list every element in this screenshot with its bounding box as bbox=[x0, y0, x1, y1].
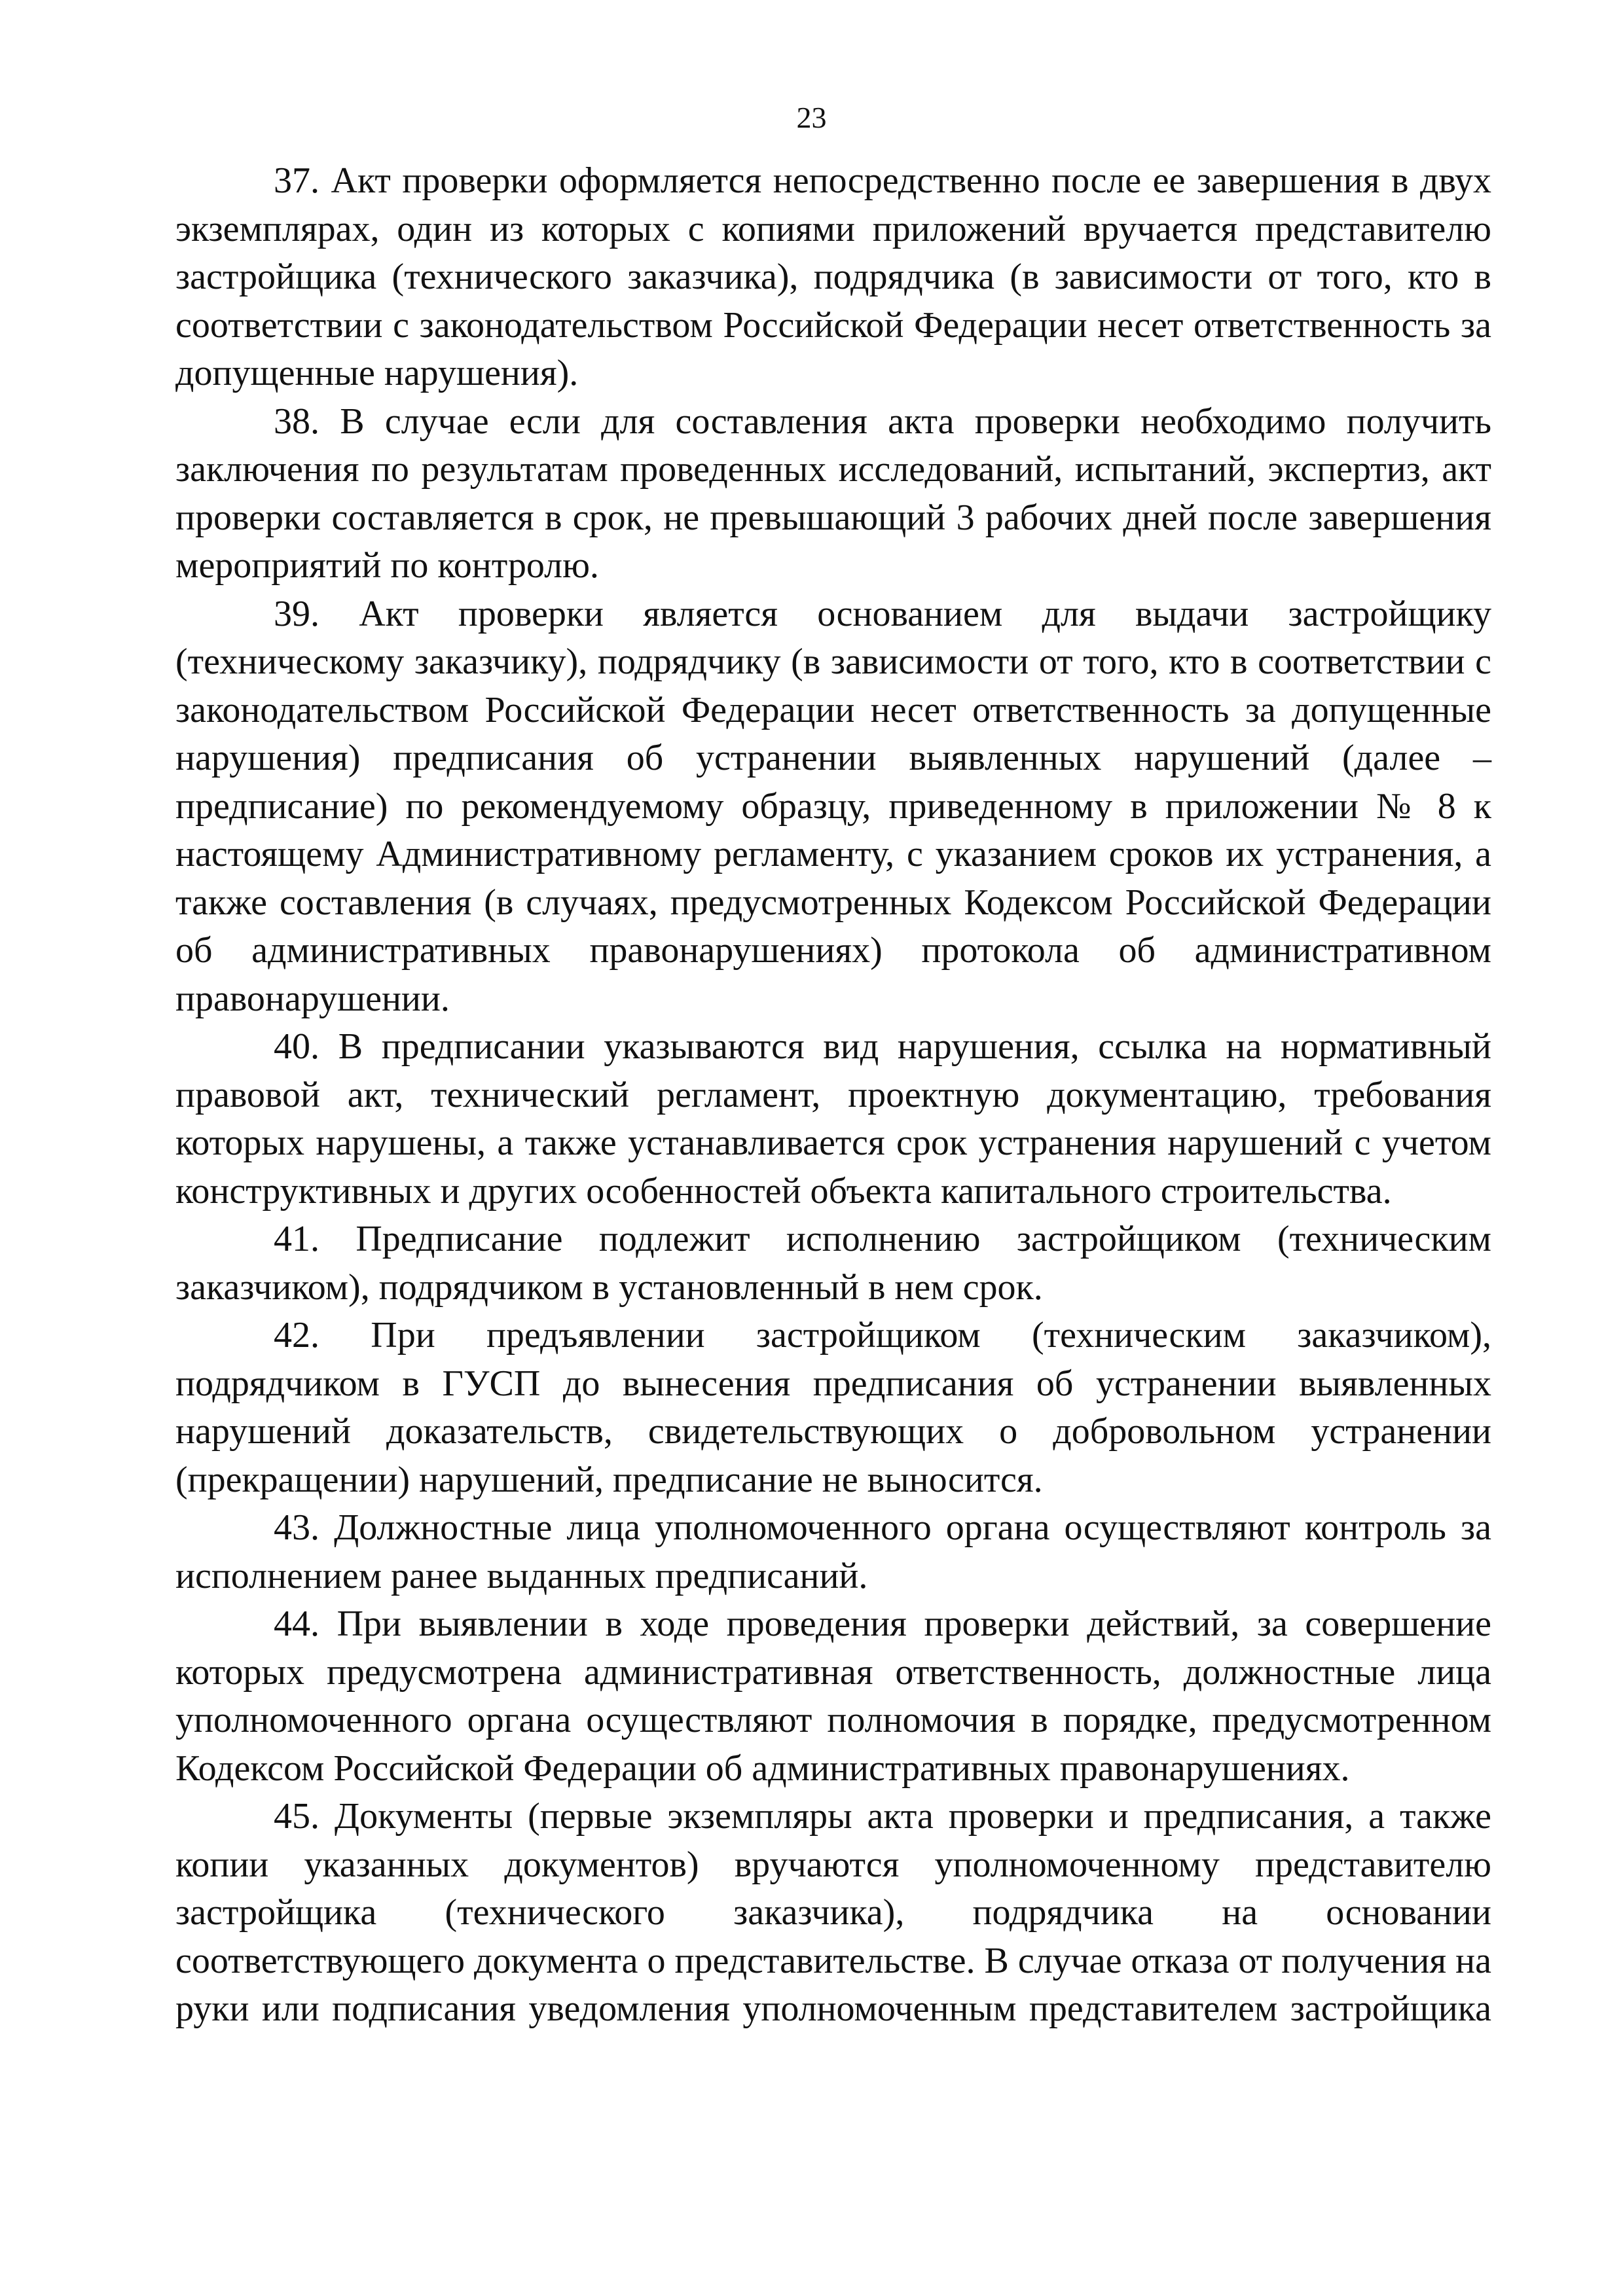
paragraph-number: 43. bbox=[274, 1507, 319, 1548]
paragraph-number: 40. bbox=[274, 1026, 319, 1067]
paragraph-text: Документы (первые экземпляры акта проверки и предписания, а также копии указанных документов) вручаются уполномоченному представителю застройщика (технического заказчика), подрядчика на основании соответствующего документа о представительстве. В случае отказа от получения на руки или подписания уведомления уполномоченным представителем застройщика bbox=[175, 1796, 1492, 2029]
paragraph-text: При выявлении в ходе проведения проверки действий, за совершение которых предусмотрена административная ответственность, должностные лица уполномоченного органа осуществляют полномочия в порядке, предусмотренном Кодексом Российской Федерации об административных правонарушениях. bbox=[175, 1604, 1492, 1789]
paragraph-number: 39. bbox=[274, 593, 319, 634]
paragraph-number: 38. bbox=[274, 401, 319, 442]
document-body bbox=[175, 157, 1491, 2034]
paragraph-40 bbox=[175, 1023, 1491, 1215]
paragraph-text: В случае если для составления акта проверки необходимо получить заключения по результатам проведенных исследований, испытаний, экспертиз, акт проверки составляется в срок, не превышающий 3 рабочих дней после завершения мероприятий по контролю. bbox=[175, 401, 1491, 586]
paragraph-37 bbox=[175, 157, 1491, 398]
page-number: 23 bbox=[796, 101, 827, 134]
paragraph-45 bbox=[175, 1793, 1491, 2034]
paragraph-number: 42. bbox=[274, 1315, 319, 1355]
paragraph-number: 41. bbox=[274, 1219, 319, 1259]
paragraph-41 bbox=[175, 1215, 1491, 1312]
paragraph-number: 45. bbox=[274, 1796, 319, 1837]
paragraph-44 bbox=[175, 1600, 1491, 1793]
paragraph-43 bbox=[175, 1504, 1491, 1600]
paragraph-text: Акт проверки оформляется непосредственно после ее завершения в двух экземплярах, один из которых с копиями приложений вручается представителю застройщика (технического заказчика), подрядчика (в зависимости от того, кто в соответствии с законодательством Российской Федерации несет ответственность за допущенные нарушения). bbox=[175, 160, 1491, 393]
paragraph-42 bbox=[175, 1312, 1491, 1504]
paragraph-text: В предписании указываются вид нарушения, ссылка на нормативный правовой акт, технический регламент, проектную документацию, требования которых нарушены, а также устанавливается срок устранения нарушений с учетом конструктивных и других особенностей объекта капитального строительства. bbox=[175, 1026, 1492, 1211]
paragraph-39 bbox=[175, 590, 1491, 1024]
paragraph-text: Акт проверки является основанием для выдачи застройщику (техническому заказчику), подрядчику (в зависимости от того, кто в соответствии с законодательством Российской Федерации несет ответственность за допущенные нарушения) предписания об устранении выявленных нарушений (далее – предписание) по рекомендуемому образцу, приведенному в приложении № 8 к настоящему Административному регламенту, с указанием сроков их устранения, а также составления (в случаях, предусмотренных Кодексом Российской Федерации об административных правонарушениях) протокола об административном правонарушении. bbox=[175, 593, 1491, 1019]
paragraph-38 bbox=[175, 398, 1491, 590]
paragraph-number: 37. bbox=[274, 160, 319, 201]
paragraph-text: Предписание подлежит исполнению застройщиком (техническим заказчиком), подрядчиком в установленный в нем срок. bbox=[175, 1219, 1491, 1308]
paragraph-number: 44. bbox=[274, 1604, 319, 1644]
paragraph-text: Должностные лица уполномоченного органа осуществляют контроль за исполнением ранее выданных предписаний. bbox=[175, 1507, 1492, 1596]
paragraph-text: При предъявлении застройщиком (техническим заказчиком), подрядчиком в ГУСП до вынесения предписания об устранении выявленных нарушений доказательств, свидетельствующих о добровольном устранении (прекращении) нарушений, предписание не выносится. bbox=[175, 1315, 1491, 1500]
